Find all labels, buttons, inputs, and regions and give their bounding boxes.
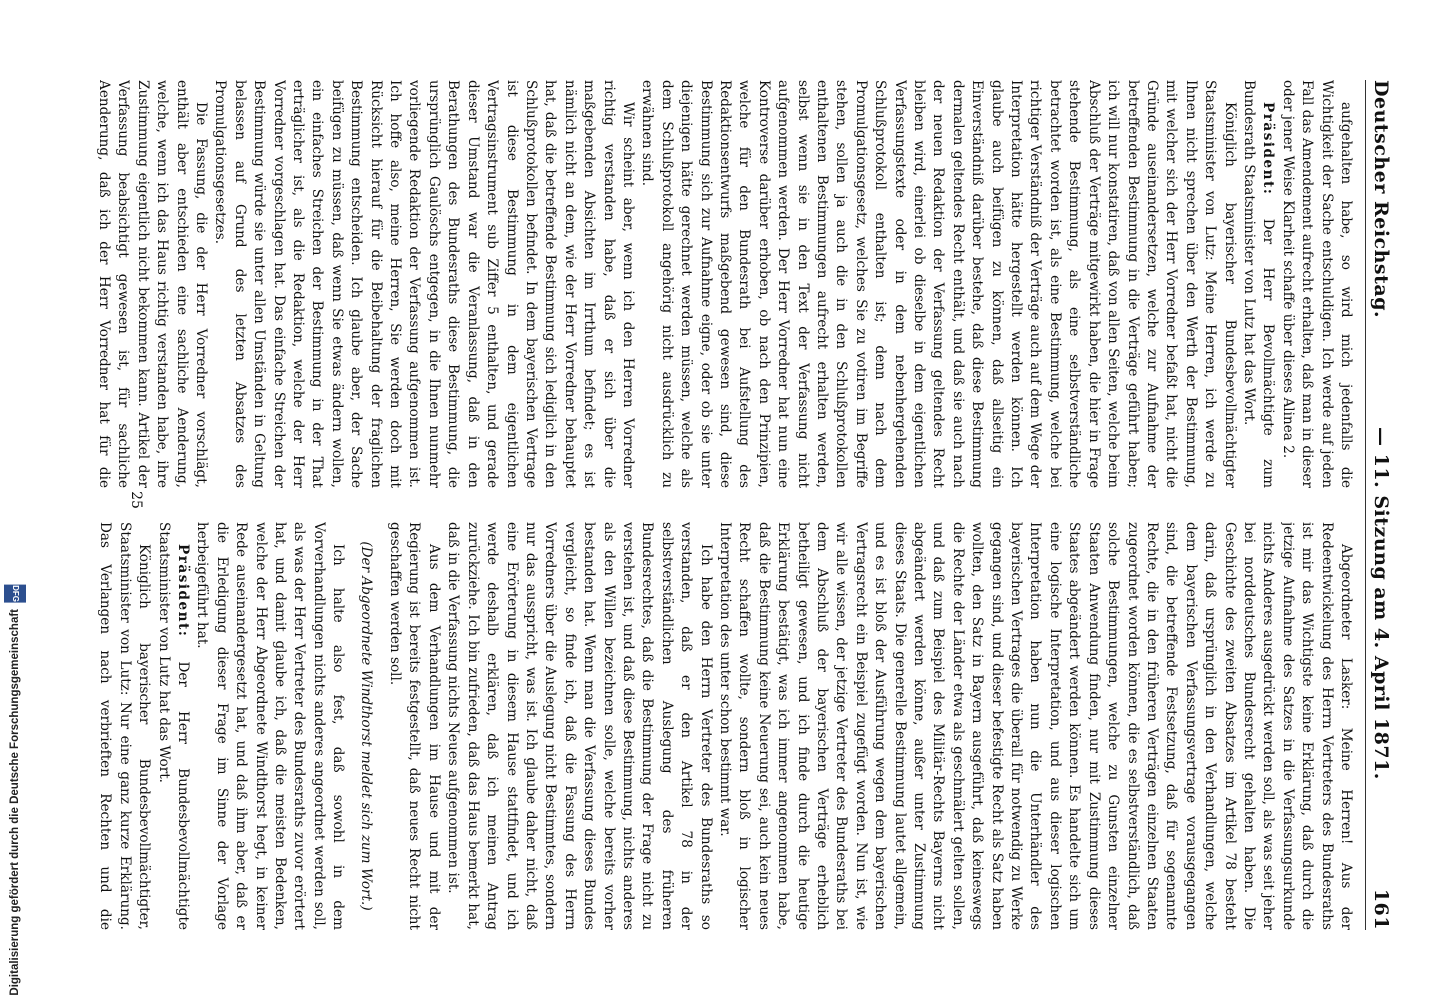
left-column bbox=[95, 80, 1355, 488]
paragraph-text: Königlich bayerischer Bundesbevollmächtigter Staatsminister von Lutz: Meine Herren, ich werde zu Ihnen nicht sprechen über den Werth der Bestimmung, mit welcher sich der Herr Vorredner befaßt hat, nicht die Gründe auseinandersetzen, welche zur Aufnahme der betreffenden Bestimmung in die Verträge geführt haben; ich will nur konstatiren, daß von allen Seiten, welche beim Abschluß der Verträge mitgewirkt haben, die hier in Frage stehende Bestimmung, als eine selbstverständliche betrachtet worden ist, als eine Bestimmung, welche bei richtiger Verständniß der Verträge auch auf dem Wege der Interpretation hätte hergestellt werden können. Ich glaube auch beifügen zu können, daß allseitig ein Einverständniß darüber bestehe, daß diese Bestimmung dermalen geltendes Recht enthält, und daß sie auch nach der neuen Redaktion der Verfassung geltendes Recht bleiben wird, einerlei ob dieselbe in dem eigentlichen Verfassungstexte oder in dem nebenhergehenden Schlußprotokoll enthalten ist; denn nach dem Promulgationsgesetz, welches Sie zu votiren im Begriffe stehen, sollen ja auch die in den Schlußprotokollen enthaltenen Bestimmungen aufrecht erhalten werden, selbst wenn sie in den Text der Verfassung nicht aufgenommen werden. Der Herr Vorredner hat nun eine Kontroverse darüber erhoben, ob nach den Prinzipien, welche für den Bundesrath bei Aufstellung des Redaktionsentwurfs maßgebend gewesen sind, diese Bestimmung sich zur Aufnahme eigne, oder ob sie unter diejenigen hätte gerechnet werden müssen, welche als dem Schlußprotokoll angehörig nicht ausdrücklich zu erwähnen sind. bbox=[639, 80, 1238, 488]
header-title: Deutscher Reichstag. bbox=[1370, 80, 1392, 319]
speaker-paragraph bbox=[1239, 80, 1278, 488]
digitization-note: Digitalisierung gefördert durch die Deutsche Forschungsgemeinschaft bbox=[9, 609, 21, 996]
paragraph-text: Ich halte also fest, daß sowohl in dem Vorverhandlungen nichts anderes angeordnet werden soll, als was der Herr Vertreter des Bundesraths zuvor erörtert hat, und damit glaube ich, daß die meisten Bedenken, welche der Herr Abgeordnete Windthorst hegt, in keiner Rede auseinandergesetzt hat, und daß ihm aber, daß er die Erledigung dieser Frage im Sinne der Vorlage herbeigeführt hat. bbox=[194, 522, 347, 930]
stage-direction: (Der Abgeordnete Windthorst meldet sich zum Wort.) bbox=[357, 541, 374, 911]
paragraph-text: Der Herr Bundesbevollmächtigte Staatsminister von Lutz hat das Wort. bbox=[155, 522, 192, 930]
paragraph bbox=[443, 522, 715, 930]
paragraph-text: Die Fassung, die der Herr Vorredner vorschlägt, enthält aber entschieden eine sachliche Aenderung, welche, wenn ich das Haus richtig verstanden habe, ihre Zustimmung eigentlich nicht bekommen kann. Artikel der Verfassung beabsichtigt gewesen ist, für sachliche Aenderung, daß ich der Herr Vorredner hat für die bbox=[96, 80, 210, 488]
header-session: — 11. Sitzung am 4. April 1871. bbox=[1370, 427, 1392, 780]
paragraph-text: Abgeordneter Lasker: Meine Herren! Aus der Redeentwickelung des Herrn Vertreters des Bundesraths ist mir das Wichtigste keine Erklärung, daß durch die jetzige Aufnahme des Satzes in die Verfassungsurkunde nichts Anderes ausgedrückt werden soll, als was seit jeher bei norddeutsches Bundesrecht gehalten haben. Die Geschichte des zweiten Absatzes im Artikel 78 besteht darin, daß ursprünglich in den Verhandlungen, welche dem bayerischen Verfassungsvertrage vorausgegangen sind, die betreffende Festsetzung, daß für sogenannte Rechte, die in den früheren Verträgen einzelnen Staaten zugeordnet worden können, die es selbstverständlich, daß solche Bestimmungen, welche zu Gunsten einzelner Staaten Anwendung finden, nur mit Zustimmung dieses Staates abgeändert werden können. Es handelte sich um eine logische Interpretation, und aus dieser logischen Interpretation haben nun die Unterhändler des bayerischen Vertrages die überall für notwendig zu Werke gegangen sind, und dieser befestigte Recht als Satz haben wollten, den Satz in Bayern ausgeführt, daß keineswegs die Rechte der Länder etwa als geschmälert gelten sollen, und daß zum Beispiel des Militär-Rechts Bayerns nicht abgeändert werden könne, außer unter Zustimmung dieses Staats. Die generelle Bestimmung lautet allgemein, und es ist bloß der Ausführung wegen dem bayerischen Vertragsrecht ein Beispiel zugefügt worden. Nun ist, wie wir alle wissen, der jetzige Vertreter des Bundesraths bei dem Abschluß der bayerischen Verträge erheblich betheiligt gewesen, und ich finde durch die heutige Erklärung bestätigt, was ich immer angenommen habe, daß die Bestimmung keine Neuerung sei, auch kein neues Recht schaffen wollte, sondern bloß in logischer Interpretation des unter schon bestimmt war. bbox=[717, 522, 1354, 930]
right-column bbox=[95, 522, 1355, 930]
paragraph-text: Aus dem Verhandlungen im Hause und mit der Regierung ist bereits festgestellt, daß neues Recht nicht geschaffen werden soll. bbox=[387, 522, 442, 930]
speaker-paragraph bbox=[153, 522, 192, 930]
paragraph-text: Ich habe den Herrn Vertreter des Bundesraths so verstanden, daß er den Artikel 78 in der selbstverständlichen Auslegung des früheren Bundesrechtes, daß die Bestimmung der Frage nicht zu verstehen ist, und daß diese Bestimmung, nichts anderes als den Willen bezeichnen solle, welche bereits vorher bestanden hat. Wenn man die Verfassung dieses Bundes vergleicht, so finde ich, daß die Fassung des Herrn Vorredners über die Auslegung nicht Bestimmtes, sondern nur das ausspricht, was ist. Ich glaube daher nicht, daß eine Erörterung in diesem Hause stattfindet, und ich werde deshalb erklären, daß ich meinen Antrag zurückziehe. Ich bin zufrieden, daß das Haus bemerkt hat, daß in die Verfassung nichts Neues aufgenommen ist. bbox=[445, 522, 714, 930]
paragraph bbox=[385, 522, 443, 930]
paragraph bbox=[95, 80, 210, 488]
paragraph-text: Königlich bayerischer Bundesbevollmächtigter, Staatsminister von Lutz: Nur eine ganz kurze Erklärung. Das Verlangen nach verbrieften Rechten und die bbox=[97, 522, 153, 930]
header-page-number: 161 bbox=[1370, 888, 1392, 930]
speaker-label: Präsident: bbox=[1260, 102, 1277, 196]
paragraph bbox=[637, 80, 1239, 488]
paragraph-text: Wir scheint aber, wenn ich den Herren Vorredner richtig verstanden habe, daß er sich über die maßgebenden Absichten im Irrthum befindet; es ist nämlich nicht an dem, wie der Herr Vorredner behauptet hat, daß die betreffende Bestimmung sich lediglich in den Schlußprotokollen befindet. In dem bayerischen Vertrage ist diese Bestimmung in dem eigentlichen Vertragsinstrument sub Ziffer 5 enthalten, und gerade dieser Umstand war die Veranlassung, daß in den Berathungen des Bundesraths diese Bestimmung, die ursprünglich Gaulöschs entgegen, in die Ihnen nunmehr vorliegende Redaktion der Verfassung aufgenommen ist. Ich hoffe also, meine Herren, Sie werden doch mit Rücksicht hierauf für die Beibehaltung der fraglichen Bestimmung entscheiden. Ich glaube aber, der Sache beifügen zu müssen, daß wenn Sie etwas ändern wollen, ein einfaches Streichen der Bestimmung in der That erträglicher ist, als die Redaktion, welche der Herr Vorredner vorgeschlagen hat. Das einfache Streichen der Bestimmung würde sie unter allen Umständen in Geltung belassen auf Grund des letzten Absatzes des Promulgationsgesetzes. bbox=[212, 80, 636, 488]
paragraph bbox=[715, 522, 1355, 930]
paragraph bbox=[192, 522, 347, 930]
paragraph bbox=[95, 522, 153, 930]
running-head bbox=[1365, 80, 1392, 930]
paragraph-text: aufgehalten habe, so wird mich jedenfalls die Wichtigkeit der Sache entschuldigen. Ich werde auf jeden Fall das Amendement aufrecht erhalten, daß man in dieser oder jener Weise Klarheit schaffe über dieses Alinea 2. bbox=[1279, 80, 1354, 488]
dfg-logo: DFG bbox=[4, 585, 26, 603]
paragraph bbox=[1277, 80, 1355, 488]
text-columns bbox=[95, 80, 1355, 930]
digitization-credit bbox=[2, 556, 28, 996]
speaker-label: Präsident: bbox=[175, 544, 192, 638]
paragraph bbox=[210, 80, 637, 488]
folio-number: 25 bbox=[128, 491, 144, 509]
paragraph-text: Der Herr Bevollmächtigte zum Bundesrath Staatsminister von Lutz hat das Wort. bbox=[1240, 80, 1277, 488]
